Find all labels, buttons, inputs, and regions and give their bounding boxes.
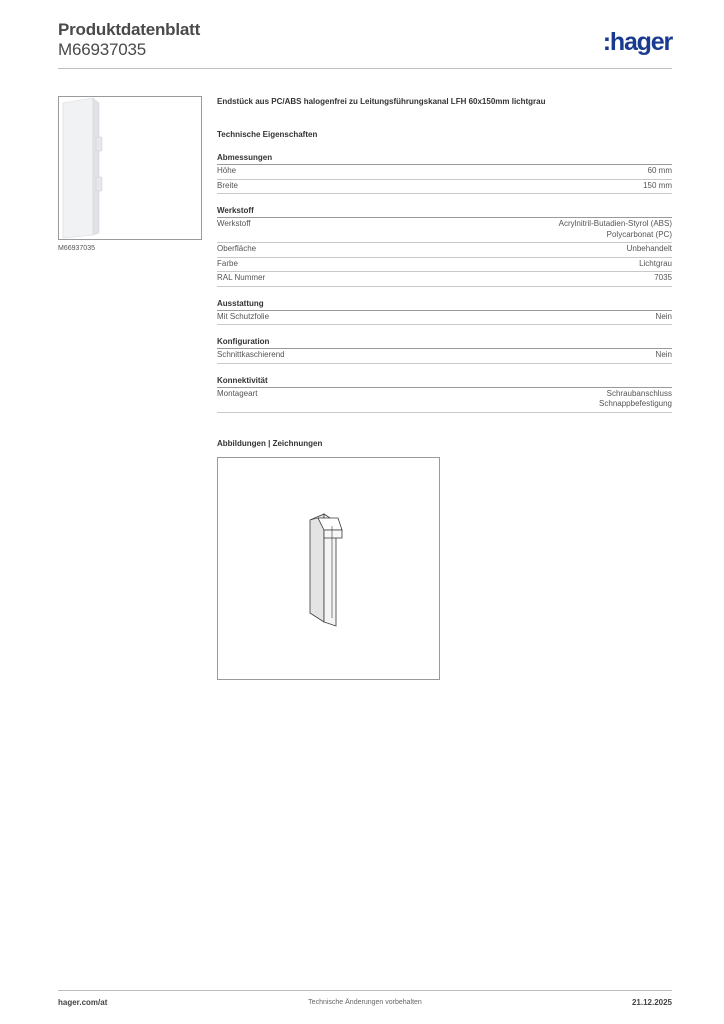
property-value-line: Lichtgrau — [639, 258, 672, 268]
property-group — [217, 152, 672, 194]
product-thumbnail — [58, 96, 202, 240]
property-label: Farbe — [217, 258, 238, 268]
document-title: Produktdatenblatt — [58, 20, 201, 39]
property-value-line: 150 mm — [643, 180, 672, 190]
property-value-line: Schraubanschluss — [606, 388, 672, 398]
property-label: Montageart — [217, 388, 258, 398]
property-value-line: Schnappbefestigung — [599, 399, 672, 408]
legal-notice: Technische Änderungen vorbehalten — [308, 999, 422, 1006]
print-date: 21.12.2025 — [631, 998, 672, 1007]
group-title: Konfiguration — [217, 336, 672, 349]
property-value — [627, 244, 672, 255]
property-value-line: Acrylnitril-Butadien-Styrol (ABS) — [558, 219, 672, 228]
property-label: Schnittkaschierend — [217, 350, 285, 359]
product-description: Endstück aus PC/ABS halogenfrei zu Leitungsführungskanal LFH 60x150mm lichtgrau — [217, 97, 546, 106]
property-group — [217, 205, 672, 287]
property-value-line: 60 mm — [647, 166, 672, 175]
property-value — [639, 259, 672, 270]
property-row — [217, 388, 672, 413]
property-value — [559, 219, 672, 240]
article-number: M66937035 — [58, 40, 146, 59]
property-groups — [217, 152, 672, 413]
property-label: Breite — [217, 180, 238, 190]
property-row — [217, 165, 672, 180]
property-row — [217, 243, 672, 258]
property-group — [217, 375, 672, 413]
property-value — [654, 273, 672, 284]
group-title: Konnektivität — [217, 375, 672, 388]
property-value-line: Polycarbonat (PC) — [606, 229, 672, 239]
property-label: RAL Nummer — [217, 273, 266, 282]
property-row — [217, 272, 672, 287]
property-group — [217, 336, 672, 364]
property-value-line: 7035 — [654, 273, 672, 282]
property-value-line: Unbehandelt — [626, 244, 672, 253]
property-row — [217, 258, 672, 273]
property-value — [656, 312, 672, 323]
property-value-line: Nein — [655, 311, 672, 321]
property-row — [217, 349, 672, 364]
footer-divider — [58, 990, 672, 991]
property-row — [217, 311, 672, 326]
hager-logo: :hager — [602, 28, 672, 56]
property-label: Oberfläche — [217, 244, 257, 253]
property-value — [599, 389, 672, 410]
thumbnail-caption: M66937035 — [58, 245, 95, 252]
end-cap-image — [59, 97, 201, 239]
property-value — [656, 350, 672, 361]
property-row — [217, 180, 672, 195]
technical-heading: Technische Eigenschaften — [217, 130, 318, 139]
product-details — [217, 96, 672, 448]
group-title: Ausstattung — [217, 298, 672, 311]
property-label: Höhe — [217, 166, 237, 175]
website-link[interactable]: hager.com/at — [58, 998, 108, 1007]
property-value-line: Nein — [655, 350, 672, 359]
property-group — [217, 298, 672, 326]
group-title: Werkstoff — [217, 205, 672, 218]
property-value — [648, 166, 672, 177]
group-title: Abmessungen — [217, 152, 672, 165]
end-cap-drawing — [218, 458, 439, 679]
product-drawing — [217, 457, 440, 680]
property-label: Werkstoff — [217, 219, 251, 228]
header-divider — [58, 68, 672, 69]
property-value — [643, 181, 672, 192]
property-row — [217, 218, 672, 243]
drawings-heading: Abbildungen | Zeichnungen — [217, 438, 323, 448]
page-header — [58, 20, 672, 70]
property-label: Mit Schutzfolie — [217, 311, 270, 321]
